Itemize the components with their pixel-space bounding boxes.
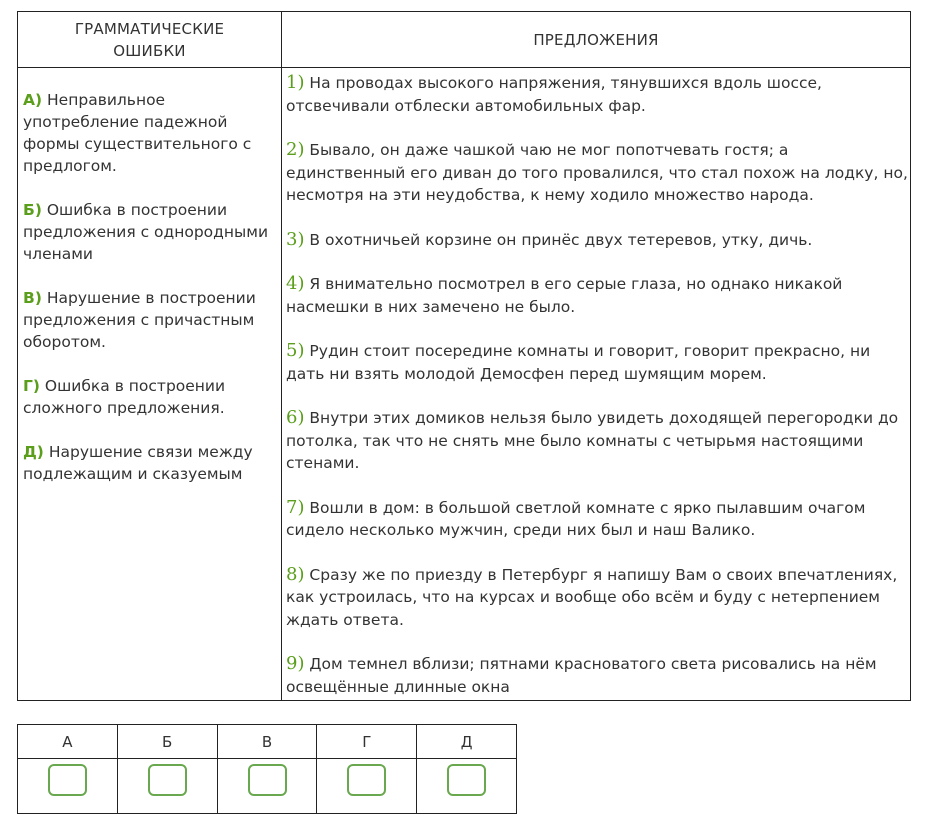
sentence-item-2 <box>286 139 908 207</box>
answer-column-v <box>218 725 318 813</box>
error-item-a <box>23 89 277 177</box>
answer-input-b[interactable] <box>148 764 187 796</box>
answer-header: В <box>218 725 317 759</box>
error-text: Нарушение связи между подлежащим и сказуемым <box>23 443 253 483</box>
sentence-number: 2) <box>286 139 305 160</box>
sentence-number: 1) <box>286 72 305 93</box>
sentence-item-8 <box>286 564 908 632</box>
sentence-item-3 <box>286 229 908 252</box>
error-letter: А) <box>23 91 43 109</box>
error-text: Ошибка в построении сложного предложения. <box>23 377 226 417</box>
sentence-number: 9) <box>286 653 305 674</box>
error-item-g <box>23 375 277 419</box>
error-item-v <box>23 287 277 353</box>
answer-input-v[interactable] <box>248 764 287 796</box>
error-text: Неправильное употребление падежной формы существительного с предлогом. <box>23 91 252 175</box>
sentence-text: Сразу же по приезду в Петербург я напишу Вам о своих впечатлениях, как устроилась, что на курсах и вообще обо всём и буду с нетерпением ждать ответа. <box>286 565 898 629</box>
sentences-header-label: ПРЕДЛОЖЕНИЯ <box>533 30 659 49</box>
answer-table <box>17 724 517 814</box>
sentence-text: Рудин стоит посередине комнаты и говорит, говорит прекрасно, ни дать ни взять молодой Демосфен перед шумящим морем. <box>286 342 871 383</box>
answer-input-g[interactable] <box>347 764 386 796</box>
sentence-item-1 <box>286 72 908 117</box>
sentence-text: Вошли в дом: в большой светлой комнате с ярко пылавшим очагом сидело несколько мужчин, среди них был и наш Валико. <box>286 498 866 539</box>
answer-column-d <box>417 725 516 813</box>
answer-header: Б <box>118 725 217 759</box>
answer-column-b <box>118 725 218 813</box>
sentence-text: На проводах высокого напряжения, тянувшихся вдоль шоссе, отсвечивали отблески автомобильных фар. <box>286 74 822 115</box>
answer-input-d[interactable] <box>447 764 486 796</box>
sentence-number: 7) <box>286 496 305 518</box>
answer-input-a[interactable] <box>48 764 87 796</box>
error-item-b <box>23 199 277 265</box>
error-text: Нарушение в построении предложения с причастным оборотом. <box>23 289 256 351</box>
header-divider <box>18 67 910 68</box>
sentences-header <box>282 12 910 67</box>
sentence-text: Дом темнел вблизи; пятнами красноватого света рисовались на нём освещённые длинные окна <box>286 655 877 696</box>
error-item-d <box>23 441 277 485</box>
sentence-number: 5) <box>286 340 305 361</box>
sentence-item-9 <box>286 653 908 698</box>
sentence-text: Я внимательно посмотрел в его серые глаза, но однако никакой насмешки в них замечено не было. <box>286 275 843 316</box>
answer-column-a <box>18 725 118 813</box>
error-letter: Д) <box>23 443 44 461</box>
sentence-number: 6) <box>286 407 305 428</box>
sentence-number: 3) <box>286 228 305 250</box>
grammar-matching-table <box>17 11 911 701</box>
sentence-text: Внутри этих домиков нельзя было увидеть доходящей перегородки до потолка, так что не снять мне было комнаты с четырьмя настоящими стенами. <box>286 409 899 472</box>
errors-header <box>18 12 281 67</box>
answer-header: Д <box>417 725 516 759</box>
answer-header: А <box>18 725 117 759</box>
error-text: Ошибка в построении предложения с однородными членами <box>23 201 269 263</box>
answer-header: Г <box>317 725 416 759</box>
sentence-item-5 <box>286 340 908 385</box>
errors-header-label: ГРАММАТИЧЕСКИЕ ОШИБКИ <box>74 19 225 60</box>
sentence-item-4 <box>286 273 908 318</box>
sentence-text: В охотничьей корзине он принёс двух тетеревов, утку, дичь. <box>309 230 813 249</box>
error-letter: Б) <box>23 201 42 219</box>
column-divider <box>281 12 282 700</box>
sentences-list <box>286 72 908 720</box>
sentence-text: Бывало, он даже чашкой чаю не мог попотчевать гостя; а единственный его диван до того провалился, что стал похож на лодку, но, несмотря на эти неудобства, к нему ходило множество народа. <box>286 141 908 204</box>
sentence-number: 4) <box>286 273 305 294</box>
answer-column-g <box>317 725 417 813</box>
sentence-number: 8) <box>286 563 305 585</box>
sentence-item-6 <box>286 407 908 475</box>
sentence-item-7 <box>286 497 908 542</box>
error-letter: Г) <box>23 377 40 395</box>
error-letter: В) <box>23 289 42 307</box>
errors-list <box>23 89 277 507</box>
